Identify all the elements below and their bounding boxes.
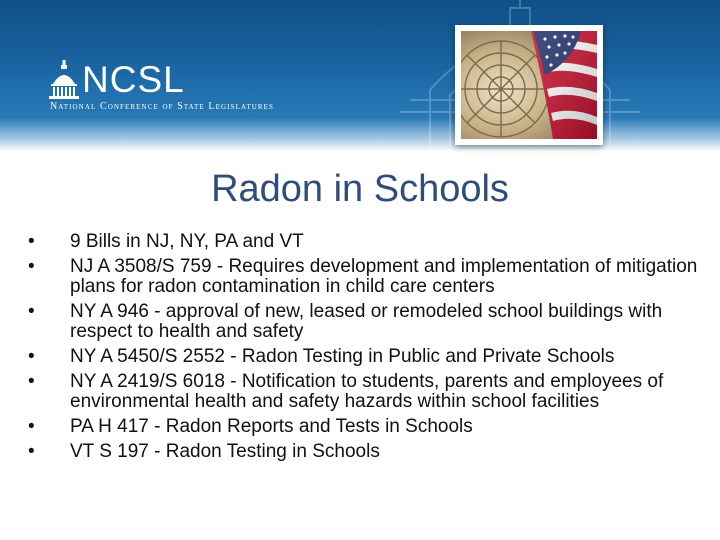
list-item: [26, 442, 706, 462]
list-item: [26, 417, 706, 437]
list-item: [26, 232, 706, 252]
list-item: [26, 257, 706, 297]
logo-wordmark: NCSL: [82, 59, 185, 100]
logo-subtitle: National Conference of State Legislatures: [50, 101, 274, 112]
bullet-dot-icon: •: [28, 441, 35, 462]
list-item-text: VT S 197 - Radon Testing in Schools: [70, 441, 380, 462]
list-item-text: NY A 946 - approval of new, leased or remodeled school buildings with respect to health and safety: [70, 301, 663, 342]
list-item-text: 9 Bills in NJ, NY, PA and VT: [70, 231, 304, 252]
bullet-dot-icon: •: [28, 231, 35, 252]
header-photo: [455, 25, 603, 145]
list-item-text: NY A 2419/S 6018 - Notification to students, parents and employees of environmental health and safety hazards within school facilities: [70, 371, 664, 412]
header-fade: [0, 118, 720, 150]
list-item-text: PA H 417 - Radon Reports and Tests in Schools: [70, 416, 473, 437]
bullet-dot-icon: •: [28, 416, 35, 437]
list-item-text: NJ A 3508/S 759 - Requires development and implementation of mitigation plans for radon contamination in child care centers: [70, 256, 698, 297]
list-item: [26, 347, 706, 367]
list-item-text: NY A 5450/S 2552 - Radon Testing in Public and Private Schools: [70, 346, 615, 367]
ncsl-logo: [46, 60, 286, 120]
list-item: [26, 372, 706, 412]
bullet-dot-icon: •: [28, 256, 35, 277]
bullet-list: [26, 232, 706, 467]
bullet-dot-icon: •: [28, 301, 35, 322]
bullet-dot-icon: •: [28, 346, 35, 367]
bullet-dot-icon: •: [28, 371, 35, 392]
capitol-dome-icon: [46, 60, 82, 100]
header-banner: [0, 0, 720, 150]
slide-title: Radon in Schools: [211, 168, 509, 210]
capitol-flag-photo: [461, 31, 597, 139]
list-item: [26, 302, 706, 342]
